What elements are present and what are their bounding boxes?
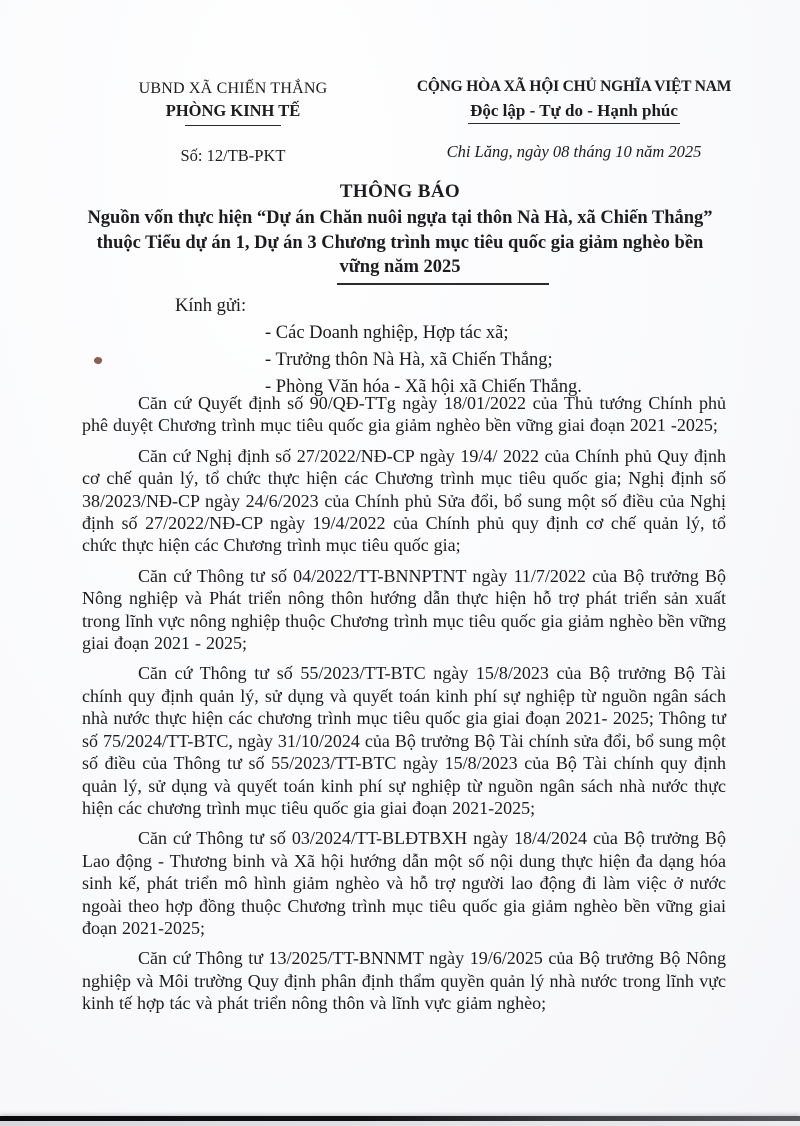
- issuing-agency-name: PHÒNG KINH TẾ: [165, 101, 301, 120]
- place-and-date: Chi Lăng, ngày 08 tháng 10 năm 2025: [446, 142, 702, 161]
- recipient-item: - Trưởng thôn Nà Hà, xã Chiến Thắng;: [265, 350, 553, 370]
- legal-basis-paragraph: Căn cứ Nghị định số 27/2022/NĐ-CP ngày 19/4/ 2022 của Chính phủ Quy định cơ chế quản lý, tổ chức thực hiện các Chương trình mục tiêu quốc gia; Nghị định số 38/2023/NĐ-CP ngày 24/6/2023 của Chính phủ Sửa đổi, bổ sung một số điều của Nghị định số 27/2022/NĐ-CP ngày 19/4/2022 của Chính phủ quy định cơ chế quản lý, tổ chức thực hiện các Chương trình mục tiêu quốc gia;: [82, 445, 726, 556]
- national-header-block: [398, 76, 750, 162]
- scan-edge-shadow: [0, 1121, 800, 1126]
- legal-basis-paragraph: Căn cứ Thông tư 13/2025/TT-BNNMT ngày 19/6/2025 của Bộ trưởng Bộ Nông nghiệp và Môi trường Quy định phân định thẩm quyền quản lý nhà nước trong lĩnh vực kinh tế hợp tác và phát triển nông thôn và lĩnh vực giảm nghèo;: [82, 948, 726, 1014]
- parent-agency-name: UBND XÃ CHIẾN THẮNG: [138, 80, 328, 97]
- legal-basis-paragraph: Căn cứ Quyết định số 90/QĐ-TTg ngày 18/01/2022 của Thủ tướng Chính phủ phê duyệt Chương trình mục tiêu quốc gia giảm nghèo bền vững giai đoạn 2021 -2025;: [82, 393, 726, 436]
- agency-name-underline: [185, 125, 281, 126]
- document-type-heading: THÔNG BÁO: [339, 181, 461, 202]
- issuing-agency-block: [112, 78, 354, 166]
- recipient-item: - Các Doanh nghiệp, Hợp tác xã;: [265, 323, 509, 343]
- title-block: [0, 181, 800, 285]
- salutation-label: Kính gửi:: [175, 296, 247, 316]
- recipient-item: - Phòng Văn hóa - Xã hội xã Chiến Thắng.: [265, 377, 582, 397]
- title-underline: [337, 283, 549, 285]
- recipient-list: [265, 320, 582, 401]
- national-motto: Độc lập - Tự do - Hạnh phúc: [468, 100, 680, 124]
- legal-basis-paragraph: Căn cứ Thông tư số 03/2024/TT-BLĐTBXH ngày 18/4/2024 của Bộ trưởng Bộ Lao động - Thương binh và Xã hội hướng dẫn một số nội dung thực hiện đa dạng hóa sinh kế, phát triển mô hình giảm nghèo và hỗ trợ người lao động đi làm việc ở nước ngoài theo hợp đồng thuộc Chương trình mục tiêu quốc gia giảm nghèo bền vững giai đoạn 2021-2025;: [82, 828, 726, 938]
- ink-speck-artifact: [93, 356, 103, 365]
- salutation-block: [175, 293, 582, 401]
- document-number: Số: 12/TB-PKT: [180, 146, 286, 165]
- legal-basis-paragraph: Căn cứ Thông tư số 55/2023/TT-BTC ngày 15/8/2023 của Bộ trưởng Bộ Tài chính quy định quản lý, sử dụng và quyết toán kinh phí sự nghiệp từ nguồn ngân sách nhà nước thực hiện các chương trình mục tiêu quốc gia giai đoạn 2021- 2025; Thông tư số 75/2024/TT-BTC, ngày 31/10/2024 của Bộ trưởng Bộ Tài chính sửa đổi, bổ sung một số điều của Thông tư số 55/2023/TT-BTC ngày 15/8/2023 của Bộ Tài chính quy định quản lý, sử dụng và quyết toán kinh phí sự nghiệp từ nguồn ngân sách nhà nước thực hiện các chương trình mục tiêu quốc gia giai đoạn 2021-2025;: [82, 663, 727, 818]
- national-title: CỘNG HÒA XÃ HỘI CHỦ NGHĨA VIỆT NAM: [416, 78, 732, 95]
- document-subject-title: Nguồn vốn thực hiện “Dự án Chăn nuôi ngựa tại thôn Nà Hà, xã Chiến Thắng” thuộc Tiểu dự án 1, Dự án 3 Chương trình mục tiêu quốc gia giảm nghèo bền vững năm 2025: [87, 208, 713, 277]
- document-header: [0, 0, 800, 175]
- legal-basis-paragraph: Căn cứ Thông tư số 04/2022/TT-BNNPTNT ngày 11/7/2022 của Bộ trưởng Bộ Nông nghiệp và Phát triển nông thôn hướng dẫn thực hiện hỗ trợ phát triển sản xuất trong lĩnh vực nông nghiệp thuộc Chương trình mục tiêu quốc gia giảm nghèo bền vững giai đoạn 2021 - 2025;: [82, 565, 726, 654]
- document-body: [82, 392, 726, 1023]
